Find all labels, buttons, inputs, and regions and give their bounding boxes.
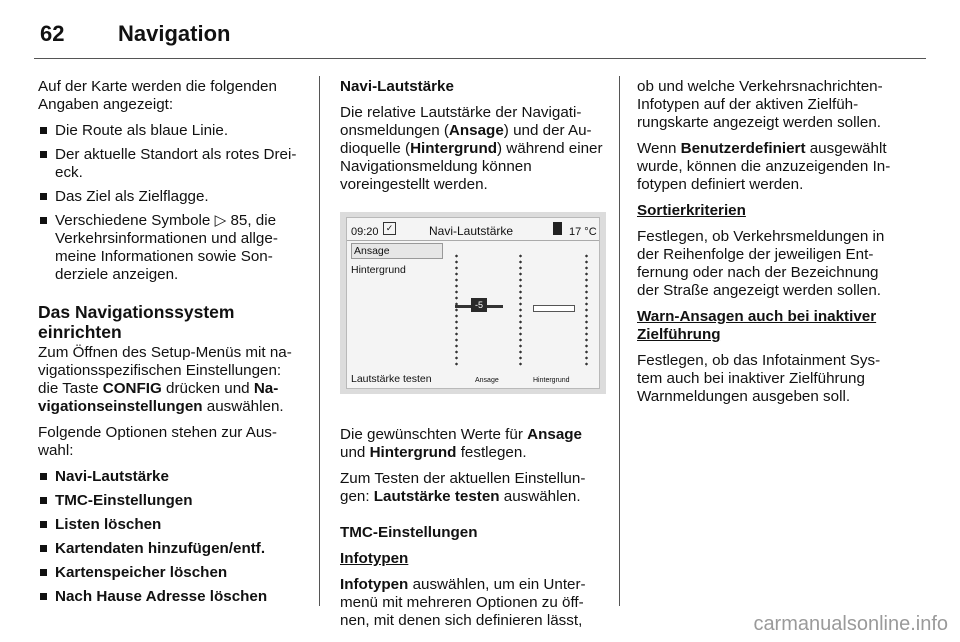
heading-warnings: Warn-Ansagen auch bei inaktiver Zielführung [637, 308, 877, 343]
list-item: Kartendaten hinzufügen/entf. [38, 540, 304, 558]
text-span: und [340, 444, 370, 461]
list-item: Nach Hause Adresse löschen [38, 588, 304, 606]
hintergrund-slider[interactable] [533, 305, 575, 312]
screen-figure [340, 212, 606, 394]
ansage-label: Ansage [527, 426, 582, 443]
list-item: Navi-Lautstärke [38, 468, 304, 486]
setup-paragraph [38, 344, 304, 416]
list-item: Kartenspeicher löschen [38, 564, 304, 582]
infotypen-label: Infotypen [340, 576, 409, 593]
ansage-label: Ansage [448, 122, 504, 139]
list-item: Der aktuelle Standort als rotes Drei-eck. [38, 146, 304, 182]
header-divider [34, 58, 926, 59]
nav-settings-label: Na-vigationseinstellungen [38, 380, 279, 415]
page-number: 62 [40, 21, 65, 46]
heading-sort-criteria: Sortierkriterien [637, 202, 746, 219]
slider-scale [585, 253, 588, 368]
menu-item-test-volume[interactable]: Lautstärke testen [351, 373, 432, 385]
heading-tmc-settings: TMC-Einstellungen [340, 524, 478, 541]
list-item: Das Ziel als Zielflagge. [38, 188, 304, 206]
infotypen-paragraph [340, 576, 606, 630]
heading-navi-volume: Navi-Lautstärke [340, 78, 454, 95]
text-span: auswählen. [499, 488, 581, 505]
map-intro: Auf der Karte werden die folgenden Angaben angezeigt: [38, 78, 277, 113]
heading-infotypen: Infotypen [340, 550, 409, 567]
text-span: ausgewählt wurde, können die anzuzeigenden In-fotypen definiert werden. [637, 140, 891, 193]
text-span: ) und der Au-dioquelle ( [340, 122, 592, 157]
text-span: Die relative Lautstärke der Navigati-onsmeldungen ( [340, 104, 582, 139]
list-item: TMC-Einstellungen [38, 492, 304, 510]
menu-item-ansage[interactable]: Ansage [351, 243, 443, 259]
config-key-label: CONFIG [102, 380, 162, 397]
sort-paragraph: Festlegen, ob Verkehrsmeldungen in der Reihenfolge der jeweiligen Ent-fernung oder nach der Bezeichnung der Straße angezeigt werden sollen. [637, 228, 885, 299]
slider-label-ansage: Ansage [475, 377, 499, 384]
custom-paragraph [637, 140, 903, 194]
options-list [38, 468, 304, 606]
map-info-list [38, 122, 304, 284]
text-span: Die gewünschten Werte für [340, 426, 528, 443]
slider-label-hintergrund: Hintergrund [533, 377, 570, 384]
text-span: festlegen. [456, 444, 527, 461]
navi-volume-paragraph [340, 104, 606, 194]
clock-time: 09:20 [351, 226, 379, 238]
ansage-slider-handle[interactable]: -5 [471, 298, 487, 312]
hintergrund-label: Hintergrund [369, 444, 457, 461]
text-span: auswählen. [202, 398, 284, 415]
test-paragraph [340, 470, 606, 506]
hintergrund-label: Hintergrund [410, 140, 497, 157]
text-span: auswählen, um ein Unter-menü mit mehreren Optionen zu öff-nen, mit denen sich definieren lässt, [340, 576, 586, 629]
temperature: 17 °C [569, 226, 597, 238]
column-middle [340, 78, 606, 638]
page-header [40, 14, 230, 54]
text-span: Zum Testen der aktuellen Einstellun-gen: [340, 470, 586, 505]
screen-header [347, 218, 599, 241]
text-span: ) während einer Navigationsmeldung können voreingestellt werden. [340, 140, 603, 193]
column-divider [319, 76, 320, 606]
text-span: Wenn [637, 140, 681, 157]
slider-scale [455, 253, 458, 368]
options-intro: Folgende Optionen stehen zur Aus-wahl: [38, 424, 277, 459]
text-span: drücken und [161, 380, 254, 397]
watermark: carmanualsonline.info [753, 613, 948, 635]
screen-title: Navi-Lautstärke [429, 224, 514, 238]
infotypen-continued: ob und welche Verkehrsnachrichten-Infotypen auf der aktiven Zielfüh-rungskarte angezeigt werden sollen. [637, 78, 883, 131]
section-heading-setup: Das Navigationssystem einrichten [38, 302, 235, 342]
custom-label: Benutzerdefiniert [680, 140, 806, 157]
column-right [637, 78, 903, 414]
menu-item-hintergrund[interactable]: Hintergrund [351, 264, 406, 276]
slider-scale [519, 253, 522, 368]
list-item: Listen löschen [38, 516, 304, 534]
warnings-paragraph: Festlegen, ob das Infotainment Sys-tem auch bei inaktiver Zielführung Warnmeldungen ausgeben soll. [637, 352, 881, 405]
list-item: Die Route als blaue Linie. [38, 122, 304, 140]
list-item: Verschiedene Symbole ▷ 85, die Verkehrsinformationen und allge-meine Informationen sowie Son-derziele anzeigen. [38, 212, 304, 284]
test-volume-label: Lautstärke testen [373, 488, 500, 505]
column-divider [619, 76, 620, 606]
set-values-paragraph [340, 426, 606, 462]
page-section-title: Navigation [118, 21, 231, 46]
check-icon: ✓ [383, 222, 396, 235]
text-span: Zum Öffnen des Setup-Menüs mit na-vigationsspezifischen Einstellungen: die Taste [38, 344, 292, 397]
screen-display [346, 217, 600, 389]
column-left [38, 78, 304, 614]
phone-icon [553, 222, 562, 235]
